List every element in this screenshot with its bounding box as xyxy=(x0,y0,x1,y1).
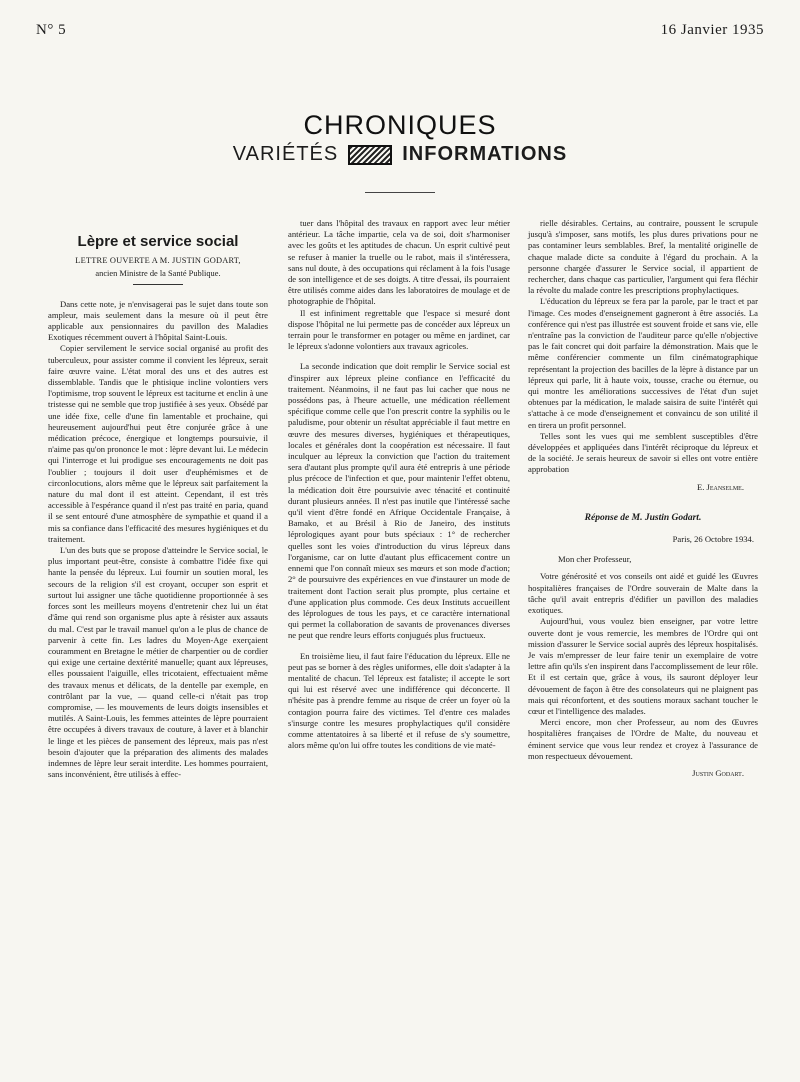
issue-number: N° 5 xyxy=(36,22,67,38)
paragraph: Merci encore, mon cher Professeur, au nom des Œuvres hospitalières françaises de l'Ordre de Malte, du nouveau et éminent service que vous leur rendez et croyez à l'assurance de mon respectueux dévouement. xyxy=(528,717,758,761)
paragraph: Aujourd'hui, vous voulez bien enseigner, par votre lettre ouverte dont je vous remercie, les membres de l'Ordre qui ont mission d'assurer le Service social auprès des lépreux hospitalisés. Je vais m'empresser de leur faire tenir un exemplaire de votre lettre afin qu'ils s'en inspirent dans l'accomplissement de leur rôle. Et il est certain que, grâce à vous, ils sauront déployer leur dévouement de façon à être des consolateurs qui ne plaignent pas mais qui réconfortent, et des soutiens moraux sachant toucher le cœur et l'intelligence des malades. xyxy=(528,616,758,716)
paragraph: L'éducation du lépreux se fera par la parole, par le tract et par l'image. Ces modes d'enseignement gagneront à être associés. La conférence qui n'est pas illustrée est souvent froide et sans vie, elle n'entraîne pas la conviction de l'auditeur parce qu'elle n'objective pas le fait concret qui doit parfaire la démonstration. Mais que le même conférencier commente un film cinématographique représentant la projection des bacilles de la lèpre à distance par un lépreux qui parle, lit à haute voix, tousse, crache ou éternue, ou qui montre les améliorations successives de l'état d'un sujet obtenues par la médication, le malade saisira de suite l'intérêt qui s'attache à ce mode d'enseignement et convaincu de son utilité il en tirera un profit personnel. xyxy=(528,296,758,430)
paragraph: Il est infiniment regrettable que l'espace si mesuré dont dispose l'hôpital ne lui permette pas de concéder aux lépreux un terrain pour le transformer en potager ou même en jardinet, car le lépreux s'adonne volontiers aux travaux agricoles. xyxy=(288,307,510,352)
article-subtitle: LETTRE OUVERTE A M. JUSTIN GODART, xyxy=(75,256,241,266)
paragraph: Votre générosité et vos conseils ont aidé et guidé les Œuvres hospitalières françaises de l'Ordre souverain de Malte dans la tâche qu'il avait entrepris d'édifier un pavillon des maladies exotiques. xyxy=(528,571,758,616)
paragraph: Dans cette note, je n'envisagerai pas le sujet dans toute son ampleur, mais seulement dans la mesure où il peut être applicable aux pensionnaires du pavillon des Maladies Exotiques récemment ouvert à l'hôpital Saint-Louis. xyxy=(48,298,268,343)
reply-salutation: Mon cher Professeur, xyxy=(558,554,632,565)
paragraph: rielle désirables. Certains, au contraire, poussent le scrupule jusqu'à s'imposer, sans motifs, les plus dures privations pour ne pas contaminer leurs semblables. Bref, la mentalité originelle de chaque malade dicte sa conduite à l'égard du prochain. A la personne chargée d'assurer le Service social, il appartient de rechercher, dans chaque cas particulier, l'argument qui fera fléchir la révolte du malade contre les prescriptions prophylactiques. xyxy=(528,218,758,296)
article-title: Lèpre et service social xyxy=(77,233,239,250)
reply-signature: Justin Godart. xyxy=(692,767,744,778)
paragraph: En troisième lieu, il faut faire l'éducation du lépreux. Elle ne peut pas se borner à des règles uniformes, elle doit s'adapter à la mentalité de chacun. Tel lépreux est fataliste; il accepte le sort qui lui est réservé avec une indifférence qui déconcerte. Il n'hésite pas à prendre femme au risque de créer un foyer où la contagion pourra faire des victimes. Tel d'entre ces malades s'insurge contre les mesures prophylactiques qu'il considère comme attentatoires à sa liberté et il refuse de s'y soumettre, alors même qu'on lui offre toutes les conditions de vie maté- xyxy=(288,650,510,751)
masthead-divider xyxy=(365,192,435,193)
paragraph: tuer dans l'hôpital des travaux en rapport avec leur métier antérieur. La tâche impartie, cela va de soi, doit s'harmoniser avec les goûts et les aptitudes de chacun. Un esprit cultivé peut se refuser à manier la truelle ou le rabot, mais il s'intéressera, sans nul doute, à des occupations qui réclament à la fois l'usage de son intelligence et de ses doigts. A titre d'essai, ils pourraient être utilisés comme aides dans les laboratoires de moulage et de photographie de l'hôpital. xyxy=(288,218,510,307)
column-1 xyxy=(48,232,268,780)
masthead xyxy=(0,110,800,193)
paragraph: L'un des buts que se propose d'atteindre le Service social, le plus important peut-être, consiste à combattre l'idée fixe qui hante la pensée du lépreux. Lui fournir un soutien moral, les secours de la religion s'il est croyant, occuper son esprit et surtout lui assigner une tâche quotidienne proportionnée à ses forces sont les meilleurs moyens d'entretenir chez lui un état d'âme qui rend son organisme plus apte à résister aux assauts du mal. C'est par le travail manuel qu'on a le plus de chance de parvenir à cette fin. Les ladres du Moyen-Age exerçaient couramment en Bretagne le métier de charpentier ou de cordier qui exige une certaine dextérité manuelle; quant aux lépreuses, elles poussaient l'aiguille, elles tricotaient, effectuaient même des travaux menus et délicats, de la dentelle par exemple, en contrôlant par la vue, — quand celle-ci n'était pas trop compromise, — les mouvements de leurs doigts insensibles et mutilés. A Saint-Louis, les femmes atteintes de lèpre pourraient être occupées à divers travaux de couture, à laver et à blanchir le linge et les pièces de pansement des lépreux, mais pas n'est besoin d'ajouter que la préparation des aliments des malades indemnes de lèpre leur serait interdite. Les hommes pourraient, sans inconvénient, être utilisés à effec- xyxy=(48,545,268,780)
masthead-right: INFORMATIONS xyxy=(402,143,568,165)
masthead-title: CHRONIQUES xyxy=(303,110,497,140)
reply-title: Réponse de M. Justin Godart. xyxy=(584,512,702,523)
masthead-left: VARIÉTÉS xyxy=(232,143,339,165)
column-2 xyxy=(288,218,510,751)
page-header xyxy=(36,22,764,39)
issue-date: 16 Janvier 1935 xyxy=(660,22,764,38)
paragraph: Telles sont les vues qui me semblent susceptibles d'être développées et appliquées dans l'intérêt réciproque du lépreux et de la société. Je serais heureux de savoir si elles ont votre entière approbation xyxy=(528,430,758,475)
title-divider xyxy=(133,284,183,285)
paragraph: Copier servilement le service social organisé au profit des tuberculeux, pour assister comme il convient les lépreux, serait faire œuvre vaine. L'état moral des uns et des autres est dissemblable. Tandis que le phtisique incline volontiers vers l'optimisme, trop souvent le lépreux est taciturne et enclin à une tristesse qui ne semble que trop justifiée à ses yeux. Obsédé par une idée fixe, celle d'une fin lamentable et prochaine, qui heureusement aujourd'hui peut être conjurée grâce à une médication précoce, énergique et longtemps poursuivie, il n'aime pas qu'on prononce le mot : lèpre devant lui. Le médecin qui l'interroge et lui prodigue ses encouragements ne doit pas l'oublier ; toujours il doit user d'euphémismes et de circonlocutions, alors même que le lépreux sait parfaitement la nature du mal dont il est atteint. Cependant, il est très accessible à l'espérance quand il n'est pas traité en paria, quand il se sent entouré d'une atmosphère de sympathie et quand il a mis sa confiance dans l'efficacité des mesures hygiéniques et du traitement. xyxy=(48,343,268,544)
article-signature: E. Jeanselme. xyxy=(696,481,744,492)
reply-date: Paris, 26 Octobre 1934. xyxy=(672,534,754,545)
masthead-subtitle xyxy=(0,143,800,166)
article-subtitle-2: ancien Ministre de la Santé Publique. xyxy=(95,269,221,279)
striped-emblem-icon xyxy=(348,145,392,165)
paragraph: La seconde indication que doit remplir le Service social est d'inspirer aux lépreux pleine confiance en l'efficacité du traitement. Néanmoins, il ne faut pas lui cacher que nous ne possédons pas, à l'heure actuelle, une médication réellement spécifique comme celle que l'on prescrit contre la syphilis ou le paludisme, pour obtenir un résultat appréciable il faut mettre en œuvre des mesures diverses, hygiéniques et thérapeutiques, locales et générales dont la coopération est nécessaire. Il faut inculquer au lépreux la conviction que l'action du traitement sera d'autant plus prompte qu'il aura été entrepris à une période plus précoce de l'infection et que, pour maintenir l'effet obtenu, la médication doit être poursuivie avec ténacité et continuité durant plusieurs années. Il n'est pas inutile que l'intéressé sache qu'il vient d'être fondé en Afrique Occidentale Française, à Bamako, et au Brésil à Rio de Janeiro, des instituts léprologiques ayant pour buts spéciaux : 1° de rechercher quelles sont les voies d'introduction du virus lépreux dans l'organisme, car on lutte d'autant plus efficacement contre un ennemi que l'on connaît mieux ses mœurs et son mode d'action; 2° de poursuivre des expériences en vue d'instaurer un mode de traitement dont l'action serait plus prompte, plus certaine et d'une application plus commode. Ces deux Instituts accueillent des léprologues de tous les pays, et ce caractère international qui permet la collaboration de savants de provenances diverses ne peut que rendre leurs efforts conjugués plus fructueux. xyxy=(288,361,510,641)
column-3 xyxy=(528,218,758,779)
